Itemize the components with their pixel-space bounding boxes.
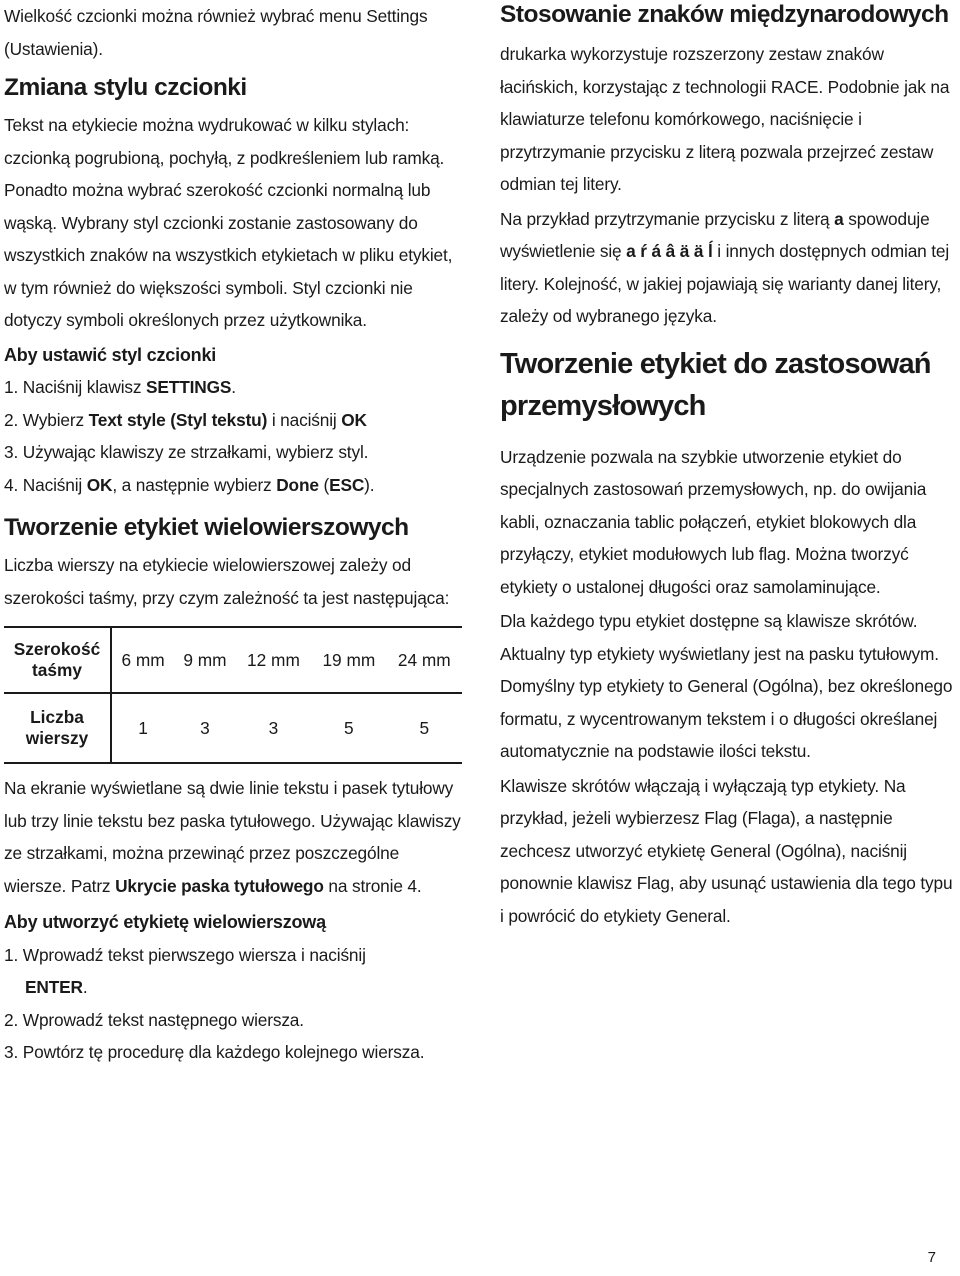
table-cell: 3 <box>174 693 236 763</box>
heading-create-multiline: Aby utworzyć etykietę wielowierszową <box>4 912 326 932</box>
heading-industrial-labels: Tworzenie etykiet do zastosowań przemysłowych <box>500 347 931 422</box>
left-column <box>4 0 462 1069</box>
table-row <box>4 627 462 693</box>
multiline-paragraph: Liczba wierszy na etykiecie wielowierszowej zależy od szerokości taśmy, przy czym zależność ta jest następująca: <box>4 555 450 608</box>
table-cell: 6 mm <box>111 627 174 693</box>
table-cell: 19 mm <box>311 627 386 693</box>
row-header-line-count: Liczba wierszy <box>4 693 111 763</box>
table-cell: 3 <box>236 693 311 763</box>
table-cell: 5 <box>387 693 462 763</box>
tape-width-table <box>4 626 462 764</box>
list-item: 2. Wybierz Text style (Styl tekstu) i naciśnij OK <box>4 409 367 430</box>
table-cell: 24 mm <box>387 627 462 693</box>
list-item: 1. Wprowadź tekst pierwszego wiersza i naciśnij <box>4 944 366 965</box>
row-header-tape-width: Szerokość taśmy <box>4 627 111 693</box>
letter-a: a <box>834 208 844 229</box>
heading-multiline-labels: Tworzenie etykiet wielowierszowych <box>4 514 409 541</box>
screen-paragraph: Na ekranie wyświetlane są dwie linie tekstu i pasek tytułowy lub trzy linie tekstu bez paska tytułowego. Używając klawiszy ze strzałkami, można przewinąć przez poszczególne wiersze. Patrz Ukrycie paska tytułowego na stronie 4. <box>4 778 461 896</box>
table-row <box>4 693 462 763</box>
key-enter: ENTER <box>25 977 83 997</box>
page-number: 7 <box>927 1249 936 1266</box>
key-ok: OK <box>341 409 367 430</box>
industrial-paragraph-1: Urządzenie pozwala na szybkie utworzenie etykiet do specjalnych zastosowań przemysłowych, np. do owijania kabli, oznaczania tablic połączeń, etykiet blokowych dla przyłączy, etykiet modułowych lub flag. Można tworzyć etykiety o ustalonej długości oraz samolaminujące. <box>500 446 927 597</box>
industrial-paragraph-2: Dla każdego typu etykiet dostępne są klawisze skrótów. Aktualny typ etykiety wyświetlany jest na pasku tytułowym. Domyślny typ etykiety to General (Ogólna), bez określonego formatu, z wycentrowanym tekstem i o długości określanej automatycznie na podstawie ilości tekstu. <box>500 611 953 761</box>
menu-done: Done <box>276 474 319 495</box>
right-column <box>500 0 956 932</box>
heading-international-chars: Stosowanie znaków międzynarodowych <box>500 1 949 28</box>
multiline-steps <box>4 939 462 1069</box>
table-cell: 12 mm <box>236 627 311 693</box>
table-cell: 1 <box>111 693 174 763</box>
menu-text-style: Text style (Styl tekstu) <box>88 409 268 430</box>
letter-variants: a ŕ á â ä ä ĺ <box>626 241 713 261</box>
table-cell: 5 <box>311 693 386 763</box>
key-settings: SETTINGS <box>146 377 232 397</box>
list-item: 3. Używając klawiszy ze strzałkami, wybierz styl. <box>4 442 369 462</box>
intl-paragraph-1: drukarka wykorzystuje rozszerzony zestaw znaków łacińskich, korzystając z technologii RACE. Podobnie jak na klawiaturze telefonu komórkowego, naciśnięcie i przytrzymanie przycisku z literą pozwala przejrzeć zestaw odmian tej litery. <box>500 44 950 194</box>
key-ok: OK <box>86 474 113 495</box>
list-item: 3. Powtórz tę procedurę dla każdego kolejnego wiersza. <box>4 1042 425 1062</box>
list-item-continuation: ENTER. <box>25 977 88 997</box>
heading-set-font-style: Aby ustawić styl czcionki <box>4 344 217 365</box>
intl-paragraph-2: Na przykład przytrzymanie przycisku z literą a spowoduje wyświetlenie się a ŕ á â ä ä ĺ i innych dostępnych odmian tej litery. Kolejność, w jakiej pojawiają się warianty danej litery, zależy od wybranego języka. <box>500 208 950 326</box>
table-cell: 9 mm <box>174 627 236 693</box>
key-esc: ESC <box>329 474 365 495</box>
intro-paragraph: Wielkość czcionki można również wybrać menu Settings (Ustawienia). <box>4 6 428 59</box>
list-item: 4. Naciśnij OK, a następnie wybierz Done (ESC). <box>4 474 375 495</box>
link-hide-title-bar: Ukrycie paska tytułowego <box>115 875 324 896</box>
heading-font-style: Zmiana stylu czcionki <box>4 74 247 101</box>
font-style-paragraph: Tekst na etykiecie można wydrukować w kilku stylach: czcionką pogrubioną, pochyłą, z podkreśleniem lub ramką. Ponadto można wybrać szerokość czcionki normalną lub wąską. Wybrany styl czcionki zostanie zastosowany do wszystkich znaków na wszystkich etykietach w pliku etykiet, w tym również do większości symboli. Styl czcionki nie dotyczy symboli określonych przez użytkownika. <box>4 115 453 330</box>
list-item: 1. Naciśnij klawisz SETTINGS. <box>4 377 236 397</box>
font-style-steps <box>4 371 462 501</box>
industrial-paragraph-3: Klawisze skrótów włączają i wyłączają typ etykiety. Na przykład, jeżeli wybierzesz Flag (Flaga), a następnie zechcesz utworzyć etykietę General (Ogólna), naciśnij ponownie klawisz Flag, aby usunąć ustawienia dla tego typu i powrócić do etykiety General. <box>500 775 953 926</box>
list-item: 2. Wprowadź tekst następnego wiersza. <box>4 1009 304 1030</box>
